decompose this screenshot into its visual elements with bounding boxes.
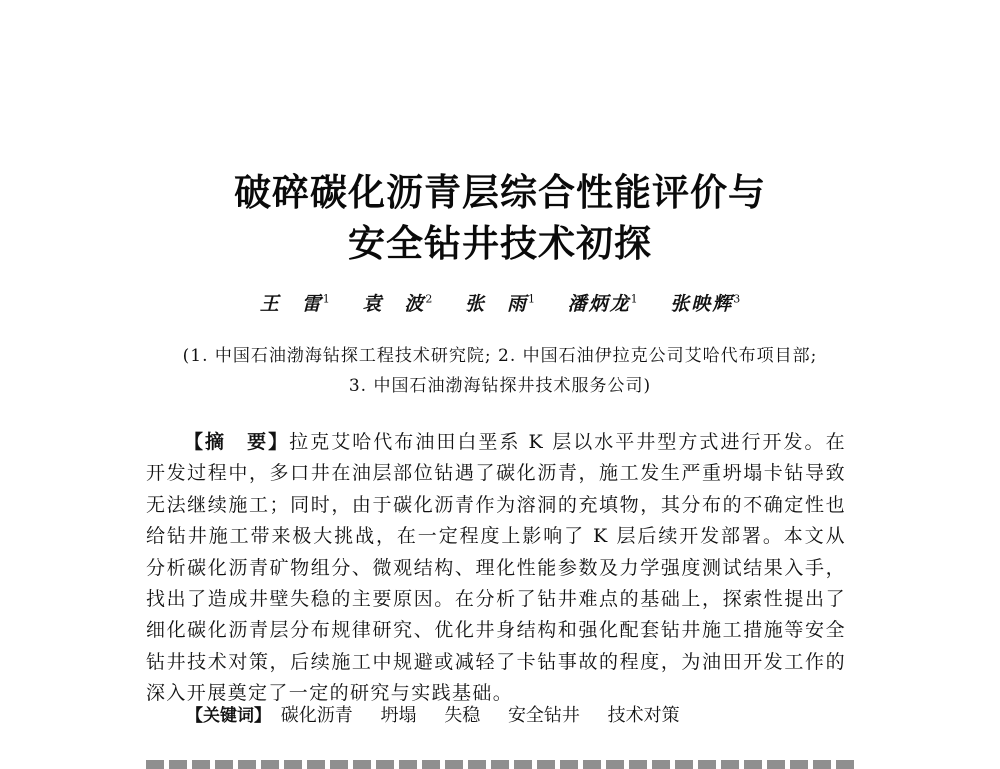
- author-name: 王 雷: [259, 293, 323, 315]
- abstract-text: 拉克艾哈代布油田白垩系 K 层以水平井型方式进行开发。在开发过程中，多口井在油层部位钻遇了碳化沥青，施工发生严重坍塌卡钻导致无法继续施工；同时，由于碳化沥青作为溶洞的充填物，其分布的不确定性也给钻井施工带来极大挑战，在一定程度上影响了 K 层后续开发部署。本文从分析碳化沥青矿物组分、微观结构、理化性能参数及力学强度测试结果入手，找出了造成井壁失稳的主要原因。在分析了钻井难点的基础上，探索性提出了细化碳化沥青层分布规律研究、优化井身结构和强化配套钻井施工措施等安全钻井技术对策，后续施工中规避或减轻了卡钻事故的程度，为油田开发工作的深入开展奠定了一定的研究与实践基础。: [146, 431, 846, 705]
- title-line-2: 安全钻井技术初探: [348, 222, 652, 265]
- abstract-paragraph: [146, 427, 846, 710]
- abstract-label: 【摘 要】: [184, 431, 290, 453]
- affiliation-line-2: 3. 中国石油渤海钻探井技术服务公司): [348, 376, 652, 396]
- keyword: 碳化沥青: [280, 705, 353, 726]
- keyword: 失稳: [444, 705, 481, 726]
- keyword: 技术对策: [607, 705, 680, 726]
- keywords-label: 【关键词】: [186, 706, 271, 726]
- author-affil-mark: 1: [630, 292, 638, 306]
- author: [568, 289, 638, 316]
- author-affil-mark: 3: [733, 292, 741, 306]
- title-line-1: 破碎碳化沥青层综合性能评价与: [234, 171, 766, 214]
- author-affil-mark: 2: [425, 292, 433, 306]
- keywords-line: [186, 701, 702, 727]
- author: [362, 289, 432, 316]
- cutoff-body-text: [146, 755, 881, 769]
- author-affil-mark: 1: [322, 292, 330, 306]
- keyword: 安全钻井: [507, 705, 580, 726]
- affiliation-line-1: (1. 中国石油渤海钻探工程技术研究院; 2. 中国石油伊拉克公司艾哈代布项目部;: [182, 346, 818, 366]
- author-list: [0, 289, 1000, 316]
- author: [260, 289, 330, 316]
- author: [465, 289, 535, 316]
- author-name: 袁 波: [362, 293, 426, 315]
- author: [670, 289, 740, 316]
- author-name: 张映辉: [670, 293, 734, 315]
- author-name: 张 雨: [464, 293, 528, 315]
- author-name: 潘炳龙: [567, 293, 631, 315]
- author-affil-mark: 1: [528, 292, 535, 306]
- keyword: 坍塌: [380, 705, 417, 726]
